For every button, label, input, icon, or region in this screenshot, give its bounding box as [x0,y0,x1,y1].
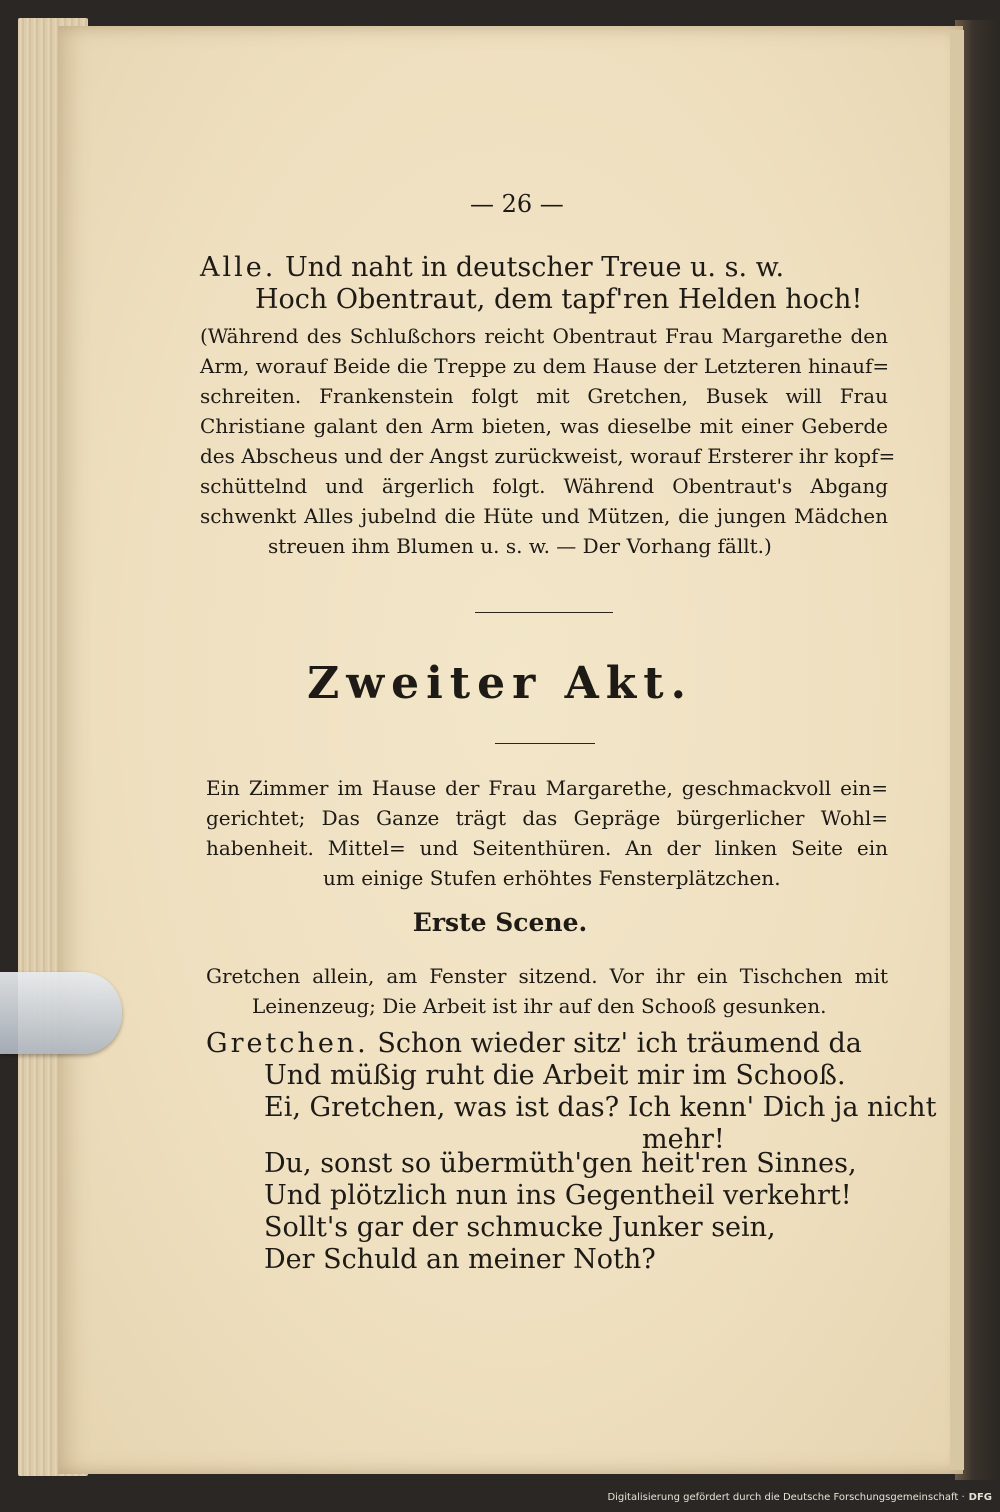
speech-line: Und müßig ruht die Arbeit mir im Schooß. [264,1060,846,1091]
stage-direction-line: des Abscheus und der Angst zurückweist, worauf Ersterer ihr kopf= [200,444,896,468]
stage-direction-line: streuen ihm Blumen u. s. w. — Der Vorhang fällt.) [268,534,772,558]
stage-direction-line: Arm, worauf Beide die Treppe zu dem Hause der Letzteren hinauf= [200,354,890,378]
chorus-line-2: Hoch Obentraut, dem tapf'ren Helden hoch! [255,284,863,315]
page-number: — 26 — [470,190,564,218]
chorus-speaker: Alle. [200,252,277,283]
stage-direction-line: Christiane galant den Arm bieten, was dieselbe mit einer Geberde [200,414,888,438]
speech-line: Du, sonst so übermüth'gen heit'ren Sinnes, [264,1148,857,1179]
speech-line: Und plötzlich nun ins Gegentheil verkehrt! [264,1180,852,1211]
setting-line: habenheit. Mittel= und Seitenthüren. An der linken Seite ein [206,836,888,860]
scene-title: Erste Scene. [412,908,588,937]
funding-text: Digitalisierung gefördert durch die Deutsche Forschungsgemeinschaft · [607,1492,965,1503]
setting-line: gerichtet; Das Ganze trägt das Gepräge bürgerlicher Wohl= [206,806,888,830]
page-clip [0,972,122,1054]
chorus-text-1: Und naht in deutscher Treue u. s. w. [284,252,785,283]
speech-line: Der Schuld an meiner Noth? [264,1244,656,1275]
speech-text: Schon wieder sitz' ich träumend da [377,1028,862,1059]
stage-direction-line: schwenkt Alles jubelnd die Hüte und Mützen, die jungen Mädchen [200,504,888,528]
speech-line: Ei, Gretchen, was ist das? Ich kenn' Dich ja nicht [264,1092,937,1123]
setting-line: um einige Stufen erhöhtes Fensterplätzchen. [323,866,781,890]
divider-rule [475,612,613,613]
speech-speaker: Gretchen. [206,1028,369,1059]
stage-direction-line: (Während des Schlußchors reicht Obentraut Frau Margarethe den [200,324,888,348]
speech-line: Sollt's gar der schmucke Junker sein, [264,1212,776,1243]
chorus-line-1 [200,252,784,283]
setting-line: Ein Zimmer im Hause der Frau Margarethe, geschmackvoll ein= [206,776,888,800]
funding-notice [607,1492,992,1503]
act-title: Zweiter Akt. [307,658,693,709]
scene-direction-line: Leinenzeug; Die Arbeit ist ihr auf den Schooß gesunken. [252,994,827,1018]
stage-direction-line: schüttelnd und ärgerlich folgt. Während Obentraut's Abgang [200,474,888,498]
speech-line-1 [206,1028,862,1059]
speech-line: mehr! [642,1124,725,1155]
stage-direction-line: schreiten. Frankenstein folgt mit Gretchen, Busek will Frau [200,384,888,408]
scene-direction-line: Gretchen allein, am Fenster sitzend. Vor ihr ein Tischchen mit [206,964,888,988]
divider-rule [495,743,595,744]
dfg-logo: DFG [968,1492,992,1503]
